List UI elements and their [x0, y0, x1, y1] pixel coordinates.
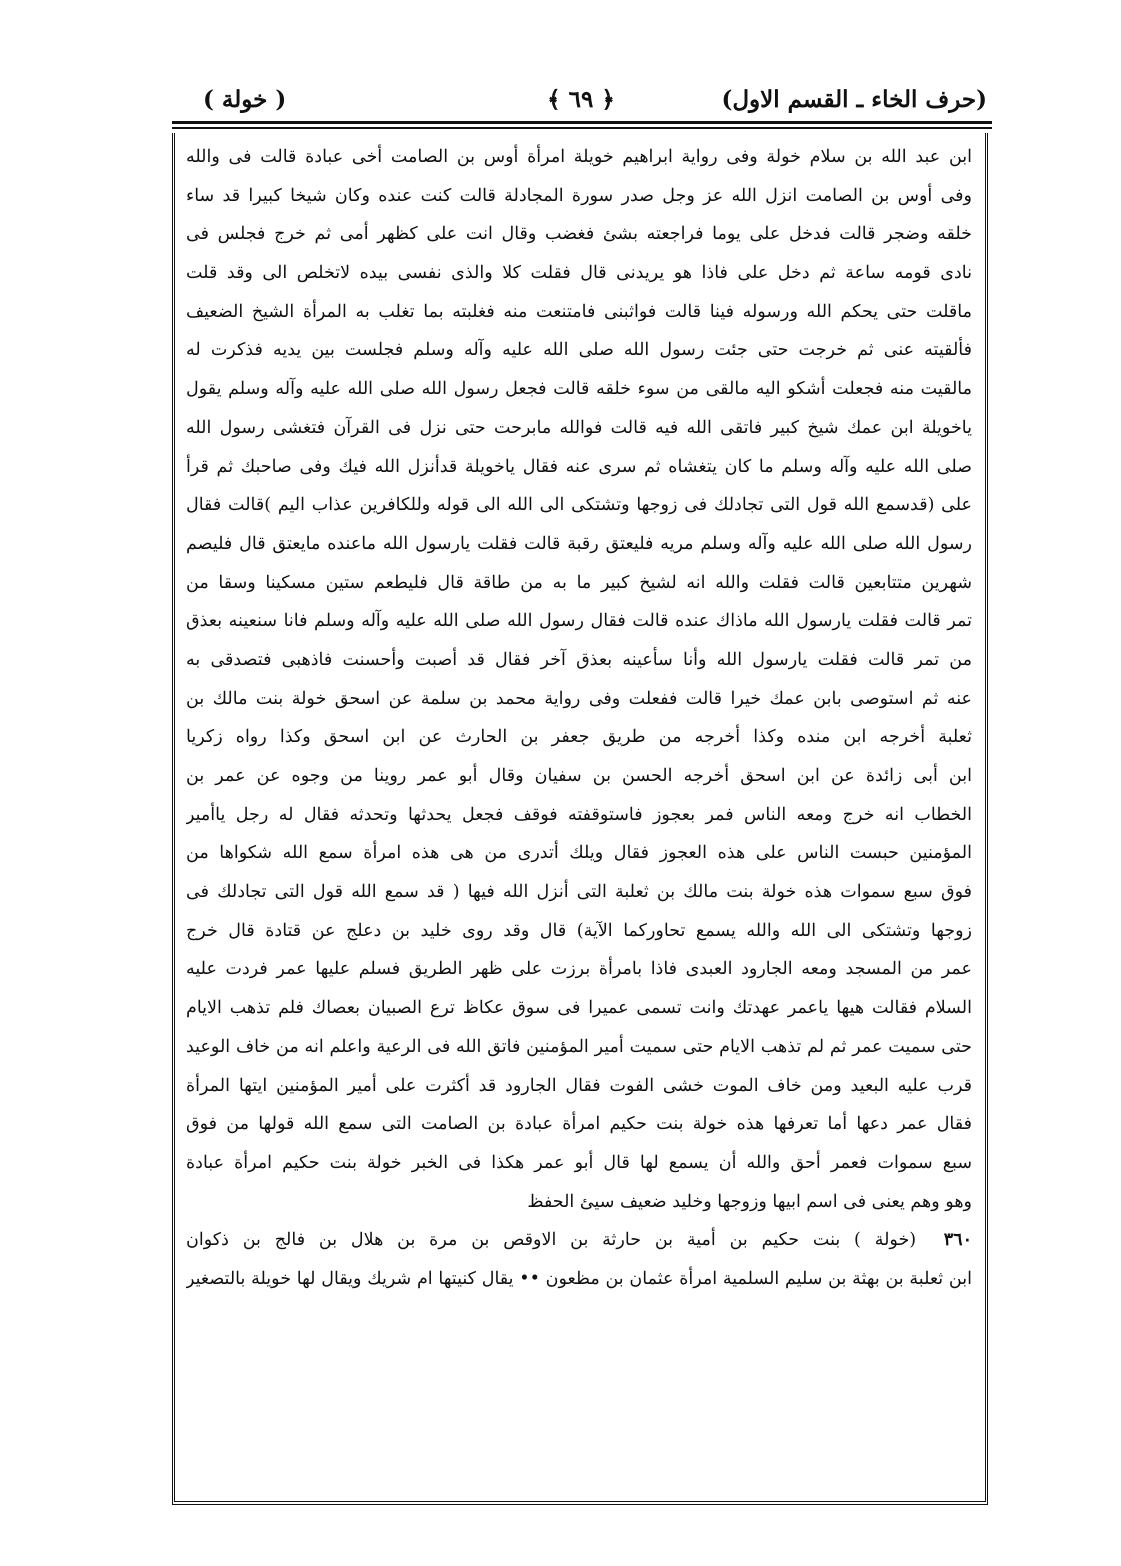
text-line: رسول الله صلى الله عليه وآله وسلم مريه فليعتق رقبة قالت فقلت يارسول الله ماعنده مايعتق قال فليصم	[186, 533, 972, 554]
text-line: حتى سميت عمر ثم لم تذهب الايام حتى سميت أمير المؤمنين فاتق الله فى الرعية واعلم انه من خاف الوعيد	[186, 1036, 972, 1057]
page-number: ﴿ ٦٩ ﴾	[547, 86, 615, 113]
text-line: سبع سموات فعمر أحق والله أن يسمع لها قال أبو عمر هكذا فى الخبر خولة بنت حكيم امرأة عبادة	[186, 1152, 972, 1173]
entry-line	[186, 1221, 972, 1260]
text-line: الخطاب انه خرج ومعه الناس فمر بعجوز فاستوقفته فوقف فجعل يحدثها وتحدثه فقال له رجل ياأمير	[186, 804, 972, 825]
header-rule-inner	[172, 127, 992, 129]
text-line: زوجها وتشتكى الى الله والله يسمع تحاوركما الآية) قال وقد روى خليد بن دعلج عن قتادة قال خرج	[186, 920, 972, 941]
text-line: فألقيته عنى ثم خرجت حتى جئت رسول الله صلى الله عليه وآله وسلم فجلست بين يديه فذكرت له	[186, 340, 972, 361]
text-line: وفى أوس بن الصامت انزل الله عز وجل صدر سورة المجادلة قالت كنت عنده وكان شيخا كبيرا قد ساء	[186, 185, 972, 206]
text-line: فقال عمر دعها أما تعرفها هذه خولة بنت حكيم امرأة عبادة بن الصامت التى سمع الله قولها من فوق	[186, 1114, 972, 1135]
page-header	[175, 82, 987, 122]
text-line: ماقلت حتى يحكم الله ورسوله فينا قالت فواثبنى فامتنعت منه فغلبته بما تغلب به المرأة الشيخ الضعيف	[186, 301, 972, 322]
text-line: صلى الله عليه وآله وسلم ما كان يتغشاه ثم سرى عنه فقال ياخويلة قدأنزل الله فيك وفى صاحبك ثم قرأ	[186, 456, 972, 477]
text-line: السلام فقالت هيها ياعمر عهدتك وانت تسمى عميرا فى سوق عكاظ ترع الصبيان بعصاك فلم تذهب الايام	[186, 998, 972, 1019]
text-line: المؤمنين حبست الناس على هذه العجوز فقال ويلك أتدرى من هى هذه امرأة سمع الله شكواها من	[186, 843, 972, 864]
text-line: ابن عبد الله بن سلام خولة وفى رواية ابراهيم خويلة امرأة أوس بن الصامت أخى عبادة قالت فى والله	[186, 147, 972, 167]
text-line: فوق سبع سموات هذه خولة بنت مالك بن ثعلبة التى أنزل الله فيها ( قد سمع الله قول التى تجادلك فى	[186, 882, 972, 903]
text-line: خلقه وضجر قالت فدخل على يوما فراجعته بشئ فغضب وقال انت على كظهر أمى ثم خرج فجلس فى	[186, 224, 972, 245]
body-text	[186, 138, 972, 1299]
text-line: على (قدسمع الله قول التى تجادلك فى زوجها وتشتكى الى الله الى قوله وللكافرين عذاب اليم )قالت فقال	[186, 495, 972, 516]
text-line: تمر قالت فقلت يارسول الله ماذاك عنده قالت فقال رسول الله صلى الله عليه وآله وسلم فانا سنعينه بعذق	[186, 611, 972, 632]
entry-number: ٣٦٠	[943, 1230, 972, 1251]
text-line: ثعلبة أخرجه ابن منده وكذا أخرجه من طريق جعفر بن الحارث عن ابن اسحق وكذا رواه زكريا	[186, 727, 972, 748]
text-line: وهو وهم يعنى فى اسم ابيها وزوجها وخليد ضعيف سيئ الحفظ	[527, 1191, 972, 1212]
text-line: عنه ثم استوصى بابن عمك خيرا قالت ففعلت وفى رواية محمد بن سلمة عن اسحق خولة بنت مالك بن	[186, 688, 972, 709]
text-line: من تمر قالت فقلت يارسول الله وأنا سأعينه بعذق آخر فقال قد أصبت وأحسنت فاذهبى فتصدقى به	[186, 649, 972, 670]
text-line: ابن ثعلبة بن بهثة بن سليم السلمية امرأة عثمان بن مظعون •• يقال كنيتها ام شريك ويقال لها خويلة بالتصغير	[186, 1268, 972, 1289]
entry-heading-text: (خولة ) بنت حكيم بن أمية بن حارثة بن الاوقص بن مرة بن هلال بن فالج بن ذكوان	[186, 1230, 917, 1251]
text-line: ابن أبى زائدة عن ابن اسحق أخرجه الحسن بن سفيان وقال أبو عمر روينا من وجوه عن عمر بن	[186, 766, 972, 786]
header-rule	[172, 121, 992, 124]
text-line: عمر من المسجد ومعه الجارود العبدى فاذا بامرأة برزت على ظهر الطريق فسلم عليها عمر فردت عليه	[186, 959, 972, 980]
running-section-title: (حرف الخاء ـ القسم الاول)	[721, 86, 987, 113]
text-line: شهرين متتابعين قالت فقلت والله انه لشيخ كبير ما به من طاقة قال فليطعم ستين مسكينا وسقا من	[186, 572, 972, 593]
text-line: ياخويلة ابن عمك شيخ كبير فاتقى الله فيه قالت فوالله مابرحت حتى نزل فى القرآن فتغشى رسول الله	[186, 417, 972, 438]
text-line: نادى قومه ساعة ثم دخل على فاذا هو يريدنى قال فقلت كلا والذى نفسى بيده لاتخلص الى وقد قلت	[186, 263, 972, 284]
text-line: قرب عليه البعيد ومن خاف الموت خشى الفوت فقال الجارود قد أكثرت على أمير المؤمنين ايتها المرأة	[186, 1075, 972, 1096]
running-entry-name: ( خولة )	[203, 86, 287, 113]
text-line: مالقيت منه فجعلت أشكو اليه مالقى من سوء خلقه قالت فجعل رسول الله صلى الله عليه وآله وسلم يقول	[186, 379, 972, 400]
